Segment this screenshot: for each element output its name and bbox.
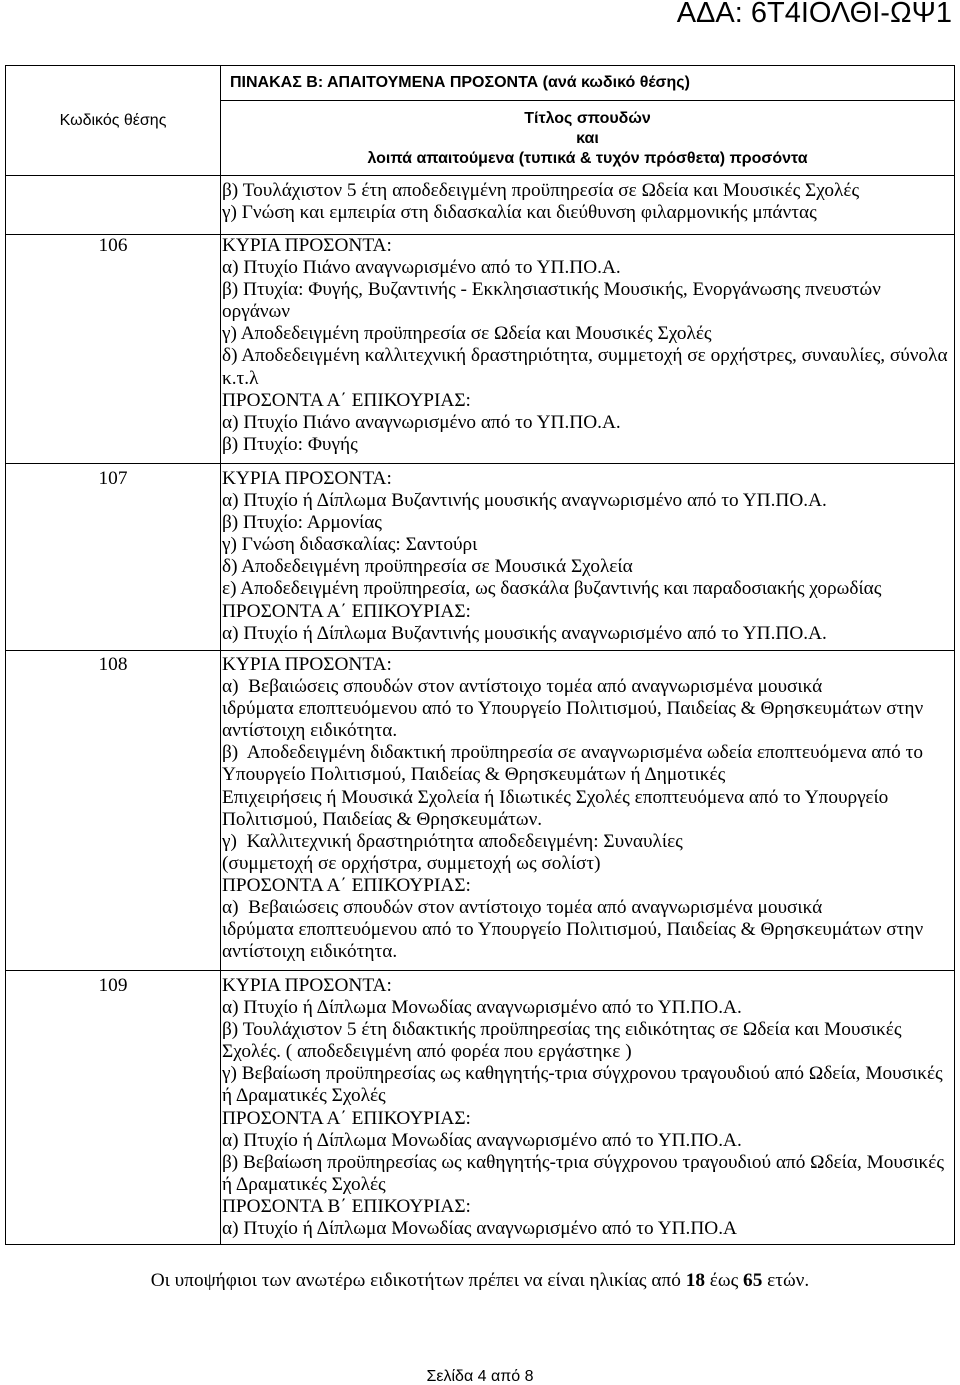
qualification-line: ΠΡΟΣΟΝΤΑ Β΄ ΕΠΙΚΟΥΡΙΑΣ: [222,1195,471,1217]
qualification-line: (συμμετοχή σε ορχήστρα, συμμετοχή ως σολίστ) [222,852,601,874]
table-title: ΠΙΝΑΚΑΣ Β: ΑΠΑΙΤΟΥΜΕΝΑ ΠΡΟΣΟΝΤΑ (ανά κωδικό θέσης) [230,74,690,91]
qualification-line: α) Πτυχίο ή Δίπλωμα Μονωδίας αναγνωρισμένο από το ΥΠ.ΠΟ.Α [222,1218,737,1240]
qualification-line: α) Πτυχίο Πιάνο αναγνωρισμένο από το ΥΠ.ΠΟ.Α. [222,257,621,279]
qualification-line: α) Πτυχίο ή Δίπλωμα Μονωδίας αναγνωρισμένο από το ΥΠ.ΠΟ.Α. [222,1129,742,1151]
qualification-line: ΚΥΡΙΑ ΠΡΟΣΟΝΤΑ: [222,235,392,256]
row-divider [6,650,954,651]
row-divider [6,970,954,971]
page-number: Σελίδα 4 από 8 [426,1368,534,1385]
qualification-line: Πολιτισμού, Παιδείας & Θρησκευμάτων. [222,808,543,830]
position-code: 106 [98,235,128,256]
qualification-line: α) Βεβαιώσεις σπουδών στον αντίστοιχο τομέα από αναγνωρισμένα μουσικά [222,897,823,919]
age-note-text: έως [704,1270,744,1291]
qualification-line: β) Βεβαίωση προϋπηρεσίας ως καθηγητής-τρια σύγχρονου τραγουδιού από Ωδεία, Μουσικές [222,1151,944,1173]
qualification-line: ή Δραματικές Σχολές [222,1173,386,1195]
qualification-line: γ) Αποδεδειγμένη προϋπηρεσία σε Ωδεία και Μουσικές Σχολές [222,323,712,345]
qualification-line: β) Αποδεδειγμένη διδακτική προϋπηρεσία σε αναγνωρισμένα ωδεία εποπτευόμενα από το [222,742,923,764]
position-row-continued [221,180,954,224]
qualification-line: β) Πτυχία: Φυγής, Βυζαντινής - Εκκλησιαστικής Μουσικής, Ενοργάνωσης πνευστών [222,279,881,301]
qualification-line: αντίστοιχη ειδικότητα. [222,941,398,963]
row-divider [6,175,954,176]
qualification-line: ΚΥΡΙΑ ΠΡΟΣΟΝΤΑ: [222,654,392,675]
qualification-line: ΠΡΟΣΟΝΤΑ Α΄ ΕΠΙΚΟΥΡΙΑΣ: [222,874,471,896]
qualification-line: ΠΡΟΣΟΝΤΑ Α΄ ΕΠΙΚΟΥΡΙΑΣ: [222,389,471,411]
qualification-line: γ) Γνώση και εμπειρία στη διδασκαλία και διεύθυνση φιλαρμονικής μπάντας [222,202,817,224]
qualification-line: δ) Αποδεδειγμένη προϋπηρεσία σε Μουσικά Σχολεία [222,556,633,578]
column-header-line: και [576,130,599,147]
column-header-code: Κωδικός θέσης [59,111,167,129]
qualifications-table [5,65,955,1245]
position-row-108 [221,654,954,963]
row-divider [6,463,954,464]
qualification-line: Υπουργείο Πολιτισμού, Παιδείας & Θρησκευμάτων ή Δημοτικές [222,764,726,786]
qualification-line: κ.τ.λ [222,367,259,389]
column-header-line: Τίτλος σπουδών [524,110,651,127]
position-row-107 [221,468,954,645]
age-note-text: ετών. [762,1270,810,1291]
qualification-line: γ) Καλλιτεχνική δραστηριότητα αποδεδειγμένη: Συναυλίες [222,830,683,852]
age-min: 18 [685,1270,705,1291]
qualification-line: ΠΡΟΣΟΝΤΑ Α΄ ΕΠΙΚΟΥΡΙΑΣ: [222,1107,471,1129]
qualification-line: ΚΥΡΙΑ ΠΡΟΣΟΝΤΑ: [222,468,392,489]
age-note-text: Οι υποψήφιοι των ανωτέρω ειδικοτήτων πρέπει να είναι ηλικίας από [150,1270,686,1291]
qualification-line: α) Πτυχίο ή Δίπλωμα Βυζαντινής μουσικής αναγνωρισμένο από το ΥΠ.ΠΟ.Α. [222,622,827,644]
column-header-line: λοιπά απαιτούμενα (τυπικά & τυχόν πρόσθετα) προσόντα [367,150,808,167]
document-ada-code: ΑΔΑ: 6Τ4ΙΟΛΘΙ-ΩΨ1 [676,0,952,29]
qualification-line: ιδρύματα εποπτευόμενου από το Υπουργείο Πολιτισμού, Παιδείας & Θρησκευμάτων στην [222,919,924,941]
column-header-qualifications [221,101,954,175]
qualification-line: ε) Αποδεδειγμένη προϋπηρεσία, ως δασκάλα βυζαντινής και παραδοσιακής χορωδίας [222,578,882,600]
age-requirement-note [0,1270,960,1292]
qualification-line: β) Πτυχίο: Αρμονίας [222,512,382,534]
qualification-line: ή Δραματικές Σχολές [222,1085,386,1107]
qualification-line: ιδρύματα εποπτευόμενου από το Υπουργείο Πολιτισμού, Παιδείας & Θρησκευμάτων στην [222,698,924,720]
position-code: 109 [98,975,128,996]
age-max: 65 [743,1270,763,1291]
qualification-line: ΚΥΡΙΑ ΠΡΟΣΟΝΤΑ: [222,975,392,996]
qualification-line: αντίστοιχη ειδικότητα. [222,720,398,742]
qualification-line: α) Πτυχίο Πιάνο αναγνωρισμένο από το ΥΠ.ΠΟ.Α. [222,411,621,433]
qualification-line: α) Πτυχίο ή Δίπλωμα Βυζαντινής μουσικής αναγνωρισμένο από το ΥΠ.ΠΟ.Α. [222,490,827,512]
qualification-line: ΠΡΟΣΟΝΤΑ Α΄ ΕΠΙΚΟΥΡΙΑΣ: [222,600,471,622]
qualification-line: β) Τουλάχιστον 5 έτη διδακτικής προϋπηρεσίας της ειδικότητας σε Ωδεία και Μουσικές [222,1019,902,1041]
position-row-109 [221,975,954,1240]
qualification-line: β) Πτυχίο: Φυγής [222,433,358,455]
qualification-line: Επιχειρήσεις ή Μουσικά Σχολεία ή Ιδιωτικές Σχολές εποπτευόμενα από το Υπουργείο [222,786,889,808]
position-code: 107 [98,468,128,489]
qualification-line: οργάνων [222,301,291,323]
qualification-line: Σχολές. ( αποδεδειγμένη από φορέα που εργάστηκε ) [222,1041,632,1063]
qualification-line: α) Πτυχίο ή Δίπλωμα Μονωδίας αναγνωρισμένο από το ΥΠ.ΠΟ.Α. [222,997,742,1019]
qualification-line: α) Βεβαιώσεις σπουδών στον αντίστοιχο τομέα από αναγνωρισμένα μουσικά [222,676,823,698]
qualification-line: β) Τουλάχιστον 5 έτη αποδεδειγμένη προϋπηρεσία σε Ωδεία και Μουσικές Σχολές [222,180,860,201]
qualification-line: γ) Γνώση διδασκαλίας: Σαντούρι [222,534,478,556]
position-code: 108 [98,654,128,675]
qualification-line: γ) Βεβαίωση προϋπηρεσίας ως καθηγητής-τρια σύγχρονου τραγουδιού από Ωδεία, Μουσικές [222,1063,943,1085]
qualification-line: δ) Αποδεδειγμένη καλλιτεχνική δραστηριότητα, συμμετοχή σε ορχήστρες, συναυλίες, σύνολα [222,345,948,367]
position-row-106 [221,235,954,456]
